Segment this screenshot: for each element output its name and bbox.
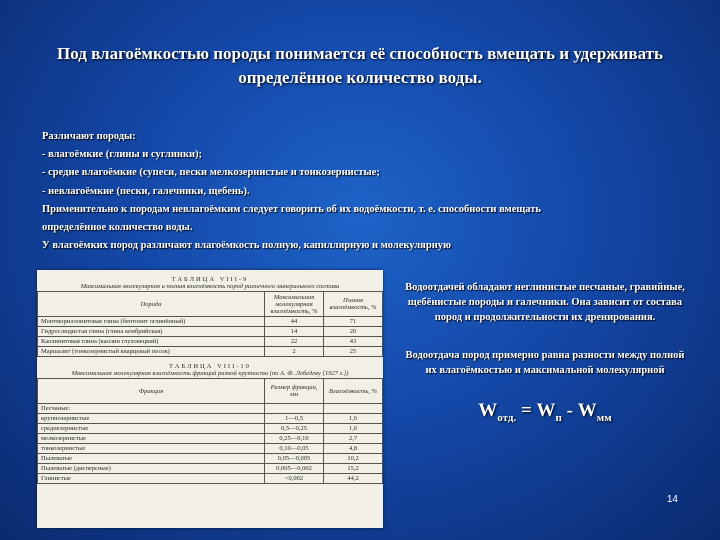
table-cell: 20: [324, 327, 383, 337]
formula-minus: -: [566, 400, 573, 421]
table-cell: 4,8: [324, 444, 383, 454]
table-row: [38, 317, 383, 327]
table-cell: 0,05—0,005: [265, 454, 324, 464]
table-cell: Гидрослюдистая глина (глина кембрийская): [38, 327, 265, 337]
table-cell: 1,6: [324, 414, 383, 424]
table-cell: 15,2: [324, 464, 383, 474]
intro-line: - средне влагоёмкие (супеси, пески мелкозернистые и тонкозернистые;: [42, 167, 380, 179]
formula-equals: =: [520, 400, 532, 421]
table-cell: 25: [324, 347, 383, 357]
formula-subscript: п: [555, 411, 562, 424]
table-cell: 71: [324, 317, 383, 327]
table-cell: мелкозернистые: [38, 434, 265, 444]
water-yield-formula: [405, 400, 685, 424]
intro-line: - влагоёмкие (глины и суглинки);: [42, 149, 203, 161]
table2-header: Фракция: [38, 379, 265, 404]
formula-subscript: отд.: [497, 411, 517, 424]
table2-caption: ТАБЛИЦА VIII-10: [169, 363, 251, 370]
table-cell: Песчаные:: [38, 404, 265, 414]
table-cell: 10,2: [324, 454, 383, 464]
table-cell: 22: [265, 337, 324, 347]
table-cell: Пылеватые: [38, 454, 265, 464]
table-cell: <0,002: [265, 474, 324, 484]
scanned-tables-image: [37, 270, 383, 528]
table1-caption: ТАБЛИЦА VIII-9: [171, 276, 249, 283]
table-row: [38, 414, 383, 424]
table-cell: крупнозернистые: [38, 414, 265, 424]
table-cell: 0,5—0,25: [265, 424, 324, 434]
table-cell: Монтмориллонитовая глина (бентонит оглинённый): [38, 317, 265, 327]
table-cell: Глинистые: [38, 474, 265, 484]
table-cell: Маршалит (тонкозернистый кварцевый песок): [38, 347, 265, 357]
table-cell: 43: [324, 337, 383, 347]
table-row: [38, 444, 383, 454]
formula-symbol: W: [536, 400, 556, 421]
table-row: [38, 327, 383, 337]
formula-symbol: W: [478, 400, 498, 421]
table-row: [38, 464, 383, 474]
table-cell: 2: [265, 347, 324, 357]
table-cell: среднезернистые: [38, 424, 265, 434]
table-row: [38, 454, 383, 464]
slide-title: Под влагоёмкостью породы понимается её способность вмещать и удерживать определённое количество воды.: [57, 44, 663, 87]
formula-symbol: W: [577, 400, 597, 421]
intro-line: Различают породы:: [42, 131, 136, 142]
intro-text: [42, 128, 692, 255]
table-cell: 0,25—0,10: [265, 434, 324, 444]
table-cell: Пылеватые (дисперсные): [38, 464, 265, 474]
table1-header: Максимальная молекулярная влагоёмкость, %: [265, 292, 324, 317]
table-row: [38, 434, 383, 444]
table-row: [38, 337, 383, 347]
table2-header: Размер фракции, мм: [265, 379, 324, 404]
table1: [37, 291, 383, 357]
table-cell: 0,10—0,05: [265, 444, 324, 454]
table2: [37, 378, 383, 484]
table-row: [38, 424, 383, 434]
table-cell: тонкозернистые: [38, 444, 265, 454]
intro-line: определённое количество воды.: [42, 222, 193, 234]
table-cell: [324, 404, 383, 414]
table-row: [38, 474, 383, 484]
formula-subscript: мм: [596, 411, 612, 424]
table-cell: Каолинитовая глина (каолин глуховецкий): [38, 337, 265, 347]
water-yield-definition: Водоотдача пород примерно равна разности между полной их влагоёмкостью и максимальной молекулярной: [405, 350, 685, 376]
intro-line: - невлагоёмкие (пески, галечники, щебень).: [42, 185, 250, 197]
table-cell: 44,2: [324, 474, 383, 484]
slide-number: 14: [666, 494, 678, 505]
table1-heading: Максимальная молекулярная и полная влагоёмкость пород различного минерального состава: [80, 283, 340, 290]
table-row: [38, 404, 383, 414]
table2-header: Влагоёмкость, %: [324, 379, 383, 404]
table-cell: 14: [265, 327, 324, 337]
table-cell: 1,6: [324, 424, 383, 434]
table-cell: 0,005—0,002: [265, 464, 324, 474]
table-cell: 44: [265, 317, 324, 327]
table-row: [38, 347, 383, 357]
table1-header: Полная влагоёмкость, %: [324, 292, 383, 317]
table2-heading: Максимальная молекулярная влагоёмкость фракций разной крупности (по А. Ф. Лебедеву [1927 г.]): [71, 370, 349, 377]
table-cell: 1—0,5: [265, 414, 324, 424]
intro-line: У влагоёмких пород различают влагоёмкость полную, капиллярную и молекулярную: [42, 240, 452, 252]
water-yield-description: Водоотдачей обладают неглинистые песчаные, гравийные, щебёнистые породы и галечники. Она зависит от состава пород и продолжительности их дренирования.: [405, 282, 685, 323]
intro-line: Применительно к породам невлагоёмким следует говорить об их водоёмкости, т. е. способности вмещать: [42, 203, 541, 215]
table-cell: [265, 404, 324, 414]
table1-header: Порода: [38, 292, 265, 317]
table-cell: 2,7: [324, 434, 383, 444]
